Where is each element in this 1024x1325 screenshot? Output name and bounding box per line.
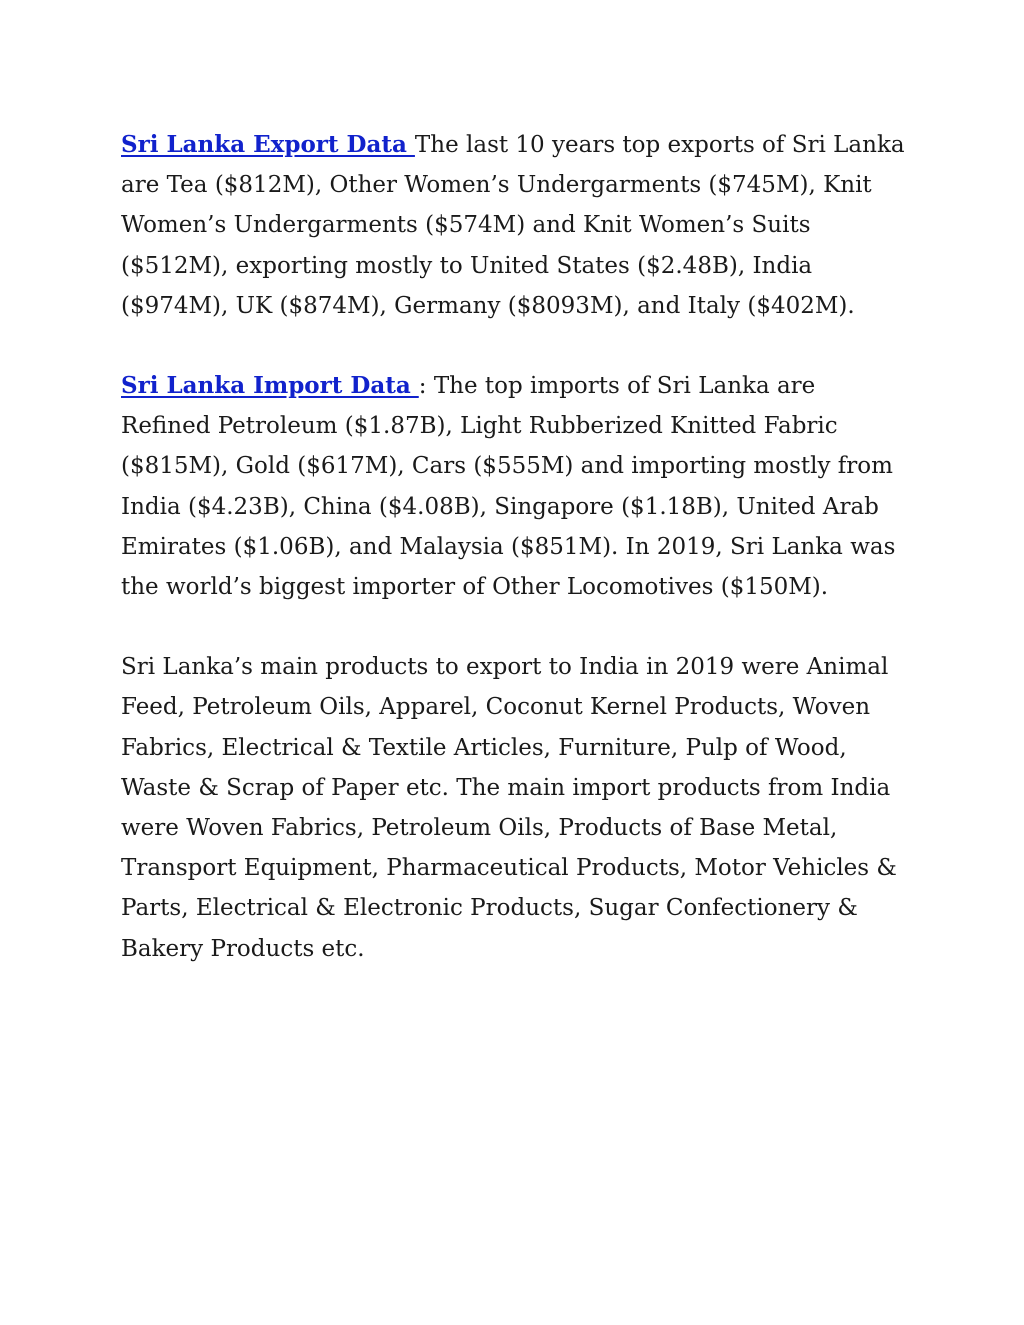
export-data-link[interactable]: Sri Lanka Export Data [121, 131, 415, 158]
india-trade-paragraph [121, 647, 911, 969]
export-paragraph [121, 125, 911, 326]
import-data-link[interactable]: Sri Lanka Import Data [121, 372, 419, 400]
india-trade-paragraph-text: Sri Lanka’s main products to export to India in 2019 were Animal Feed, Petroleum Oils, Apparel, Coconut Kernel Products, Woven Fabrics, Electrical & Textile Articles, Furniture, Pulp of Wood, Waste & Scrap of Paper etc. The main import products from India were Woven Fabrics, Petroleum Oils, Products of Base Metal, Transport Equipment, Pharmaceutical Products, Motor Vehicles & Parts, Electrical & Electronic Products, Sugar Confectionery & Bakery Products etc. [121, 654, 897, 962]
document-page [121, 125, 911, 1009]
import-paragraph-text: : The top imports of Sri Lanka are Refined Petroleum ($1.87B), Light Rubberized Knitted Fabric ($815M), Gold ($617M), Cars ($555M) and importing mostly from India ($4.23B), China ($4.08B), Singapore ($1.18B), United Arab Emirates ($1.06B), and Malaysia ($851M). In 2019, Sri Lanka was the world’s biggest importer of Other Locomotives ($150M). [121, 373, 896, 601]
export-paragraph-text: The last 10 years top exports of Sri Lanka are Tea ($812M), Other Women’s Undergarments ($745M), Knit Women’s Undergarments ($574M) and Knit Women’s Suits ($512M), exporting mostly to United States ($2.48B), India ($974M), UK ($874M), Germany ($8093M), and Italy ($402M). [121, 132, 905, 319]
import-paragraph [121, 366, 911, 607]
